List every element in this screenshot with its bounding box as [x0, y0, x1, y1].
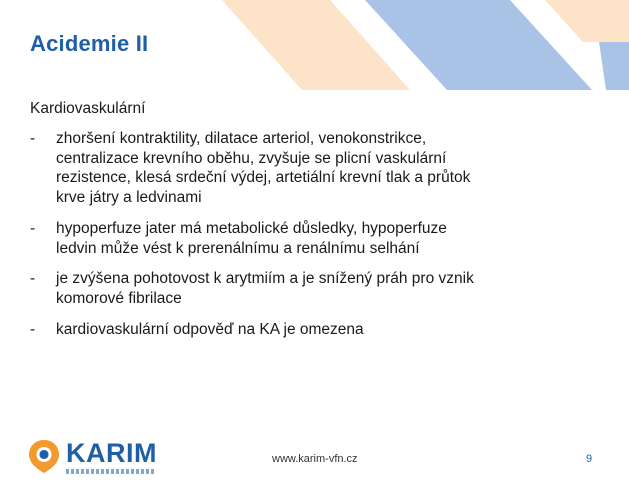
bullet-line: zhoršení kontraktility, dilatace arteriol, venokonstrikce, [56, 130, 427, 147]
bullet-line: rezistence, klesá srdeční výdej, artetiální krevní tlak a průtok [56, 169, 471, 187]
bullet-item [30, 219, 600, 258]
bullet-line: ledvin může vést k prerenálnímu a renálnímu selhání [56, 239, 420, 257]
logo-subtitle-decoration [66, 469, 156, 474]
bullet-dash: - [30, 320, 36, 338]
bullet-line: je zvýšena pohotovost k arytmiím a je snížený práh pro vznik [56, 270, 474, 288]
decoration-peach-corner [545, 0, 629, 42]
page-number: 9 [586, 453, 593, 465]
bullet-item [30, 129, 600, 208]
section-heading: Kardiovaskulární [30, 100, 146, 117]
bullet-dash: - [30, 270, 36, 288]
karim-logo [26, 437, 156, 481]
bullet-line: krve játry a ledvinami [56, 189, 202, 207]
location-pin-icon [26, 438, 62, 474]
bullet-item [30, 320, 600, 340]
bullet-line: centralizace krevního oběhu, zvyšuje se plicní vaskulární [56, 149, 447, 167]
bullet-line: kardiovaskulární odpověď na KA je omezena [56, 320, 364, 338]
bullet-list [30, 129, 600, 339]
bullet-dash: - [30, 130, 36, 147]
logo-wordmark: KARIM [66, 438, 157, 468]
footer-url[interactable]: www.karim-vfn.cz [272, 453, 358, 465]
bullet-item [30, 269, 600, 308]
decoration-blue-corner [599, 42, 629, 90]
bullet-line: hypoperfuze jater má metabolické důsledky, hypoperfuze [56, 219, 447, 237]
slide-title: Acidemie II [30, 31, 149, 56]
bullet-dash: - [30, 219, 36, 237]
bullet-line: komorové fibrilace [56, 289, 182, 307]
